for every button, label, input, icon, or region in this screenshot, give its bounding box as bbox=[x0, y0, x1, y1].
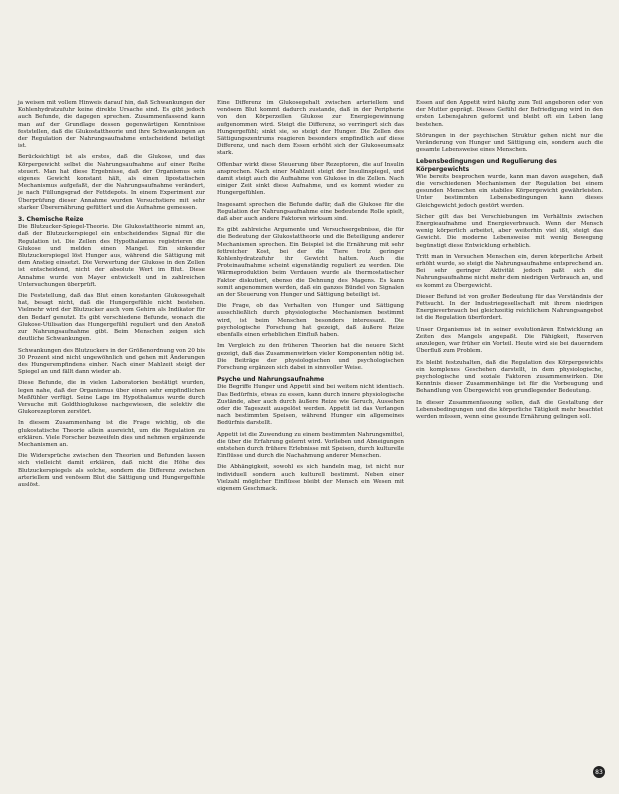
body-paragraph: Offenbar wirkt diese Steuerung über Rezeptoren, die auf Insulin ansprechen. Nach einer Mahlzeit steigt der Insulinspiegel, und damit steigt auch die Aufnahme von Glukose in die Zellen. Nach einiger Zeit sinkt diese Aufnahme, und es kommt wieder zu Hungergefühlen. bbox=[217, 161, 404, 197]
body-paragraph: Die Frage, ob das Verhalten von Hunger und Sättigung ausschließlich durch physiologische Mechanismen bestimmt wird, ist beim Menschen besonders interessant. Die psychologische Forschung hat gezeigt, daß äußere Reize ebenfalls einen erheblichen Einfluß haben. bbox=[217, 303, 404, 339]
body-paragraph: Sicher gilt das bei Verschiebungen im Verhältnis zwischen Energieaufnahme und Energieverbrauch. Wenn der Mensch wenig körperlich arbeitet, aber weiterhin viel ißt, steigt das Gewicht. Die moderne Lebensweise mit wenig Bewegung begünstigt diese Entwicklung erheblich. bbox=[416, 213, 603, 249]
body-paragraph: In diesem Zusammenhang ist die Frage wichtig, ob die glukostatische Theorie allein ausreicht, um die Regulation zu erklären. Viele Forscher bezweifeln dies und nehmen ergänzende Mechanismen an. bbox=[18, 420, 205, 448]
section-heading: Lebensbedingungen und Regulierung des Körpergewichts bbox=[416, 158, 557, 173]
body-paragraph: Wie bereits besprochen wurde, kann man davon ausgehen, daß die verschiedenen Mechanismen der Regulation bei einem gesunden Menschen ein stabiles Körpergewicht gewährleisten. Unter bestimmten Lebensbedingungen kann dieses Gleichgewicht jedoch gestört werden. bbox=[416, 173, 603, 209]
body-paragraph: Diese Befunde, die in vielen Laboratorien bestätigt wurden, legen nahe, daß der Organismus über einen sehr empfindlichen Meßfühler verfügt. Seine Lage im Hypothalamus wurde durch Versuche mit Goldthioglukose nachgewiesen, die selektiv die Glukorezeptoren zerstört. bbox=[18, 380, 205, 416]
body-paragraph: Essen auf den Appetit wird häufig zum Teil angeboren oder von der Mutter geprägt. Dieses Gefühl der Befriedigung wird in den ersten Lebensjahren geformt und bleibt oft ein Leben lang bestehen. bbox=[416, 100, 603, 128]
body-paragraph: Die Begriffe Hunger und Appetit sind bei weitem nicht identisch. Das Bedürfnis, etwas zu essen, kann durch innere physiologische Zustände, aber auch durch äußere Reize wie Geruch, Aussehen oder die Tageszeit ausgelöst werden. Appetit ist das Verlangen nach bestimmten Speisen, während Hunger ein allgemeines Bedürfnis darstellt. bbox=[217, 384, 404, 427]
body-paragraph: Die Abhängigkeit, sowohl es sich handeln mag, ist nicht nur individuell sondern auch kulturell bestimmt. Neben einer Vielzahl möglicher Einflüsse bleibt der Mensch ein Wesen mit eigenem Geschmack. bbox=[217, 464, 404, 492]
body-paragraph: In dieser Zusammenfassung sollen, daß die Gestaltung der Lebensbedingungen und die körperliche Tätigkeit mehr beachtet werden müssen, wenn eine gesunde Ernährung gelingen soll. bbox=[416, 399, 603, 420]
body-paragraph: Eine Differenz im Glukosegehalt zwischen arteriellem und venösem Blut kommt dadurch zustande, daß in der Peripherie von den Körperzellen Glukose zur Energiegewinnung aufgenommen wird. Steigt die Differenz, so verringert sich das Hungergefühl; sinkt sie, so steigt der Hunger. Die Zellen des Sättigungszentrums reagieren besonders empfindlich auf diese Differenz, und nach dem Essen erhöht sich der Glukoseumsatz stark. bbox=[217, 100, 404, 157]
section-heading: 3. Chemische Reize bbox=[18, 216, 84, 224]
body-paragraph: Appetit ist die Zuwendung zu einem bestimmten Nahrungsmittel, die über die Erfahrung gelernt wird. Vorlieben und Abneigungen entstehen durch frühere Erlebnisse mit Speisen, durch kulturelle Einflüsse und durch die Nachahmung anderer Menschen. bbox=[217, 431, 404, 460]
body-paragraph: Die Widersprüche zwischen den Theorien und Befunden lassen sich vielleicht damit erklären, daß nicht die Höhe des Blutzuckerspiegels als solche, sondern die Differenz zwischen arteriellem und venösem Blut die Sättigung und Hungergefühle auslöst. bbox=[18, 453, 205, 488]
body-paragraph: Berücksichtigt ist als erstes, daß die Glukose, und das Körpergewicht selbst die Nahrungsaufnahme auf einer Reihe steuert. Man hat diese Ergebnisse, daß der Organismus sein eigenes Gewicht konstant hält, als einen lipostatischen Mechanismus aufgefaßt, der die Nahrungsaufnahme verändert, je nach Füllungsgrad der Fettdepots. In einem Experiment zur Überprüfung dieser Annahme wurden Versuchstiere mit sehr starker Überernährung gefüttert und die Aufnahme gemessen. bbox=[18, 154, 205, 211]
body-paragraph: Schwankungen des Blutzuckers in der Größenordnung von 20 bis 30 Prozent sind nicht ungewöhnlich und gehen mit Änderungen des Hungerempfindens einher. Nach einer Mahlzeit steigt der Spiegel an und fällt dann wieder ab. bbox=[18, 347, 205, 376]
body-paragraph: Tritt man in Versuchen Menschen ein, deren körperliche Arbeit erhöht wurde, so steigt die Nahrungsaufnahme entsprechend an. Bei sehr geringer Aktivität jedoch paßt sich die Nahrungsaufnahme nicht mehr dem niedrigen Verbrauch an, und es kommt zu Übergewicht. bbox=[416, 253, 603, 289]
text-column-2 bbox=[217, 100, 404, 784]
body-paragraph: Unser Organismus ist in seiner evolutionären Entwicklung an Zeiten des Mangels angepaßt. Die Fähigkeit, Reserven anzulegen, war früher ein Vorteil. Heute wird sie bei dauerndem Überfluß zum Problem. bbox=[416, 326, 603, 355]
body-paragraph: Es bleibt festzuhalten, daß die Regulation des Körpergewichts ein komplexes Geschehen darstellt, in dem physiologische, psychologische und soziale Faktoren zusammenwirken. Die Kenntnis dieser Zusammenhänge ist für die Vorbeugung und Behandlung von Übergewicht von grundlegender Bedeutung. bbox=[416, 359, 603, 395]
body-paragraph: Dieser Befund ist von großer Bedeutung für das Verständnis der Fettsucht. In der Industriegesellschaft mit ihrem niedrigen Energieverbrauch bei gleichzeitig reichlichem Nahrungsangebot ist die Regulation überfordert. bbox=[416, 293, 603, 322]
body-paragraph: Im Vergleich zu den früheren Theorien hat die neuere Sicht gezeigt, daß das Zusammenwirken vieler Komponenten nötig ist. Die Beiträge der physiologischen und psychologischen Forschung ergänzen sich dabei in sinnvoller Weise. bbox=[217, 343, 404, 371]
body-paragraph: Störungen in der psychischen Struktur gehen nicht nur die Veränderung von Hunger und Sättigung ein, sondern auch die gesamte Lebensweise eines Menschen. bbox=[416, 132, 603, 154]
body-paragraph: ja weisen mit vollem Hinweis darauf hin, daß Schwankungen der Kohlenhydratzufuhr keine direkte Ursache sind. Es gibt jedoch auch Befunde, die dagegen sprechen. Zusammenfassend kann man auf der Grundlage dessen gegenwärtigen Kenntnisse feststellen, daß die Glukostattheorie und ihre Schwankungen an der Regulation der Nahrungsaufnahme entscheidend beteiligt ist. bbox=[18, 100, 205, 150]
page-number-badge: 83 bbox=[593, 766, 605, 778]
body-paragraph: Es gibt zahlreiche Argumente und Versuchsergebnisse, die für die Bedeutung der Glukostattheorie und die Beteiligung anderer Mechanismen sprechen. Ein Beispiel ist die Ernährung mit sehr fettreicher Kost, bei der die Tiere trotz geringer Kohlenhydratzufuhr ihr Gewicht halten. Auch die Proteinaufnahme scheint eigenständig reguliert zu werden. Die Wärmeproduktion beim Verdauen wurde als thermostatischer Faktor diskutiert, ebenso die Dehnung des Magens. Es kann somit angenommen werden, daß ein ganzes Bündel von Signalen an der Steuerung von Hunger und Sättigung beteiligt ist. bbox=[217, 227, 404, 299]
text-column-3 bbox=[416, 100, 603, 784]
text-column-1 bbox=[18, 100, 205, 784]
body-paragraph: Die Feststellung, daß das Blut einen konstanten Glukosegehalt hat, besagt nicht, daß die Hungergefühle nicht bestehen. Vielmehr wird der Blutzucker auch vom Gehirn als Indikator für den Bedarf genutzt. Es gibt verschiedene Befunde, wonach die Glukose-Utilisation das Hungergefühl reguliert und den Anstoß zur Nahrungsaufnahme gibt. Beim Menschen zeigen sich deutliche Schwankungen. bbox=[18, 293, 205, 343]
body-paragraph: Die Blutzucker-Spiegel-Theorie. Die Glukostattheorie nimmt an, daß der Blutzuckerspiegel ein entscheidendes Signal für die Regulation ist. Die Zellen des Hypothalamus registrieren die Glukose und melden einen Mangel. Ein sinkender Blutzuckerspiegel löst Hunger aus, während die Sättigung mit dem Anstieg einsetzt. Die Verwertung der Glukose in den Zellen ist entscheidend, nicht der absolute Wert im Blut. Diese Annahme wurde von Mayer entwickelt und in zahlreichen Untersuchungen überprüft. bbox=[18, 224, 205, 288]
section-heading: Psyche und Nahrungsaufnahme bbox=[217, 376, 325, 384]
body-paragraph: Insgesamt sprechen die Befunde dafür, daß die Glukose für die Regulation der Nahrungsaufnahme eine bedeutende Rolle spielt, daß aber auch andere Faktoren wirksam sind. bbox=[217, 201, 404, 223]
